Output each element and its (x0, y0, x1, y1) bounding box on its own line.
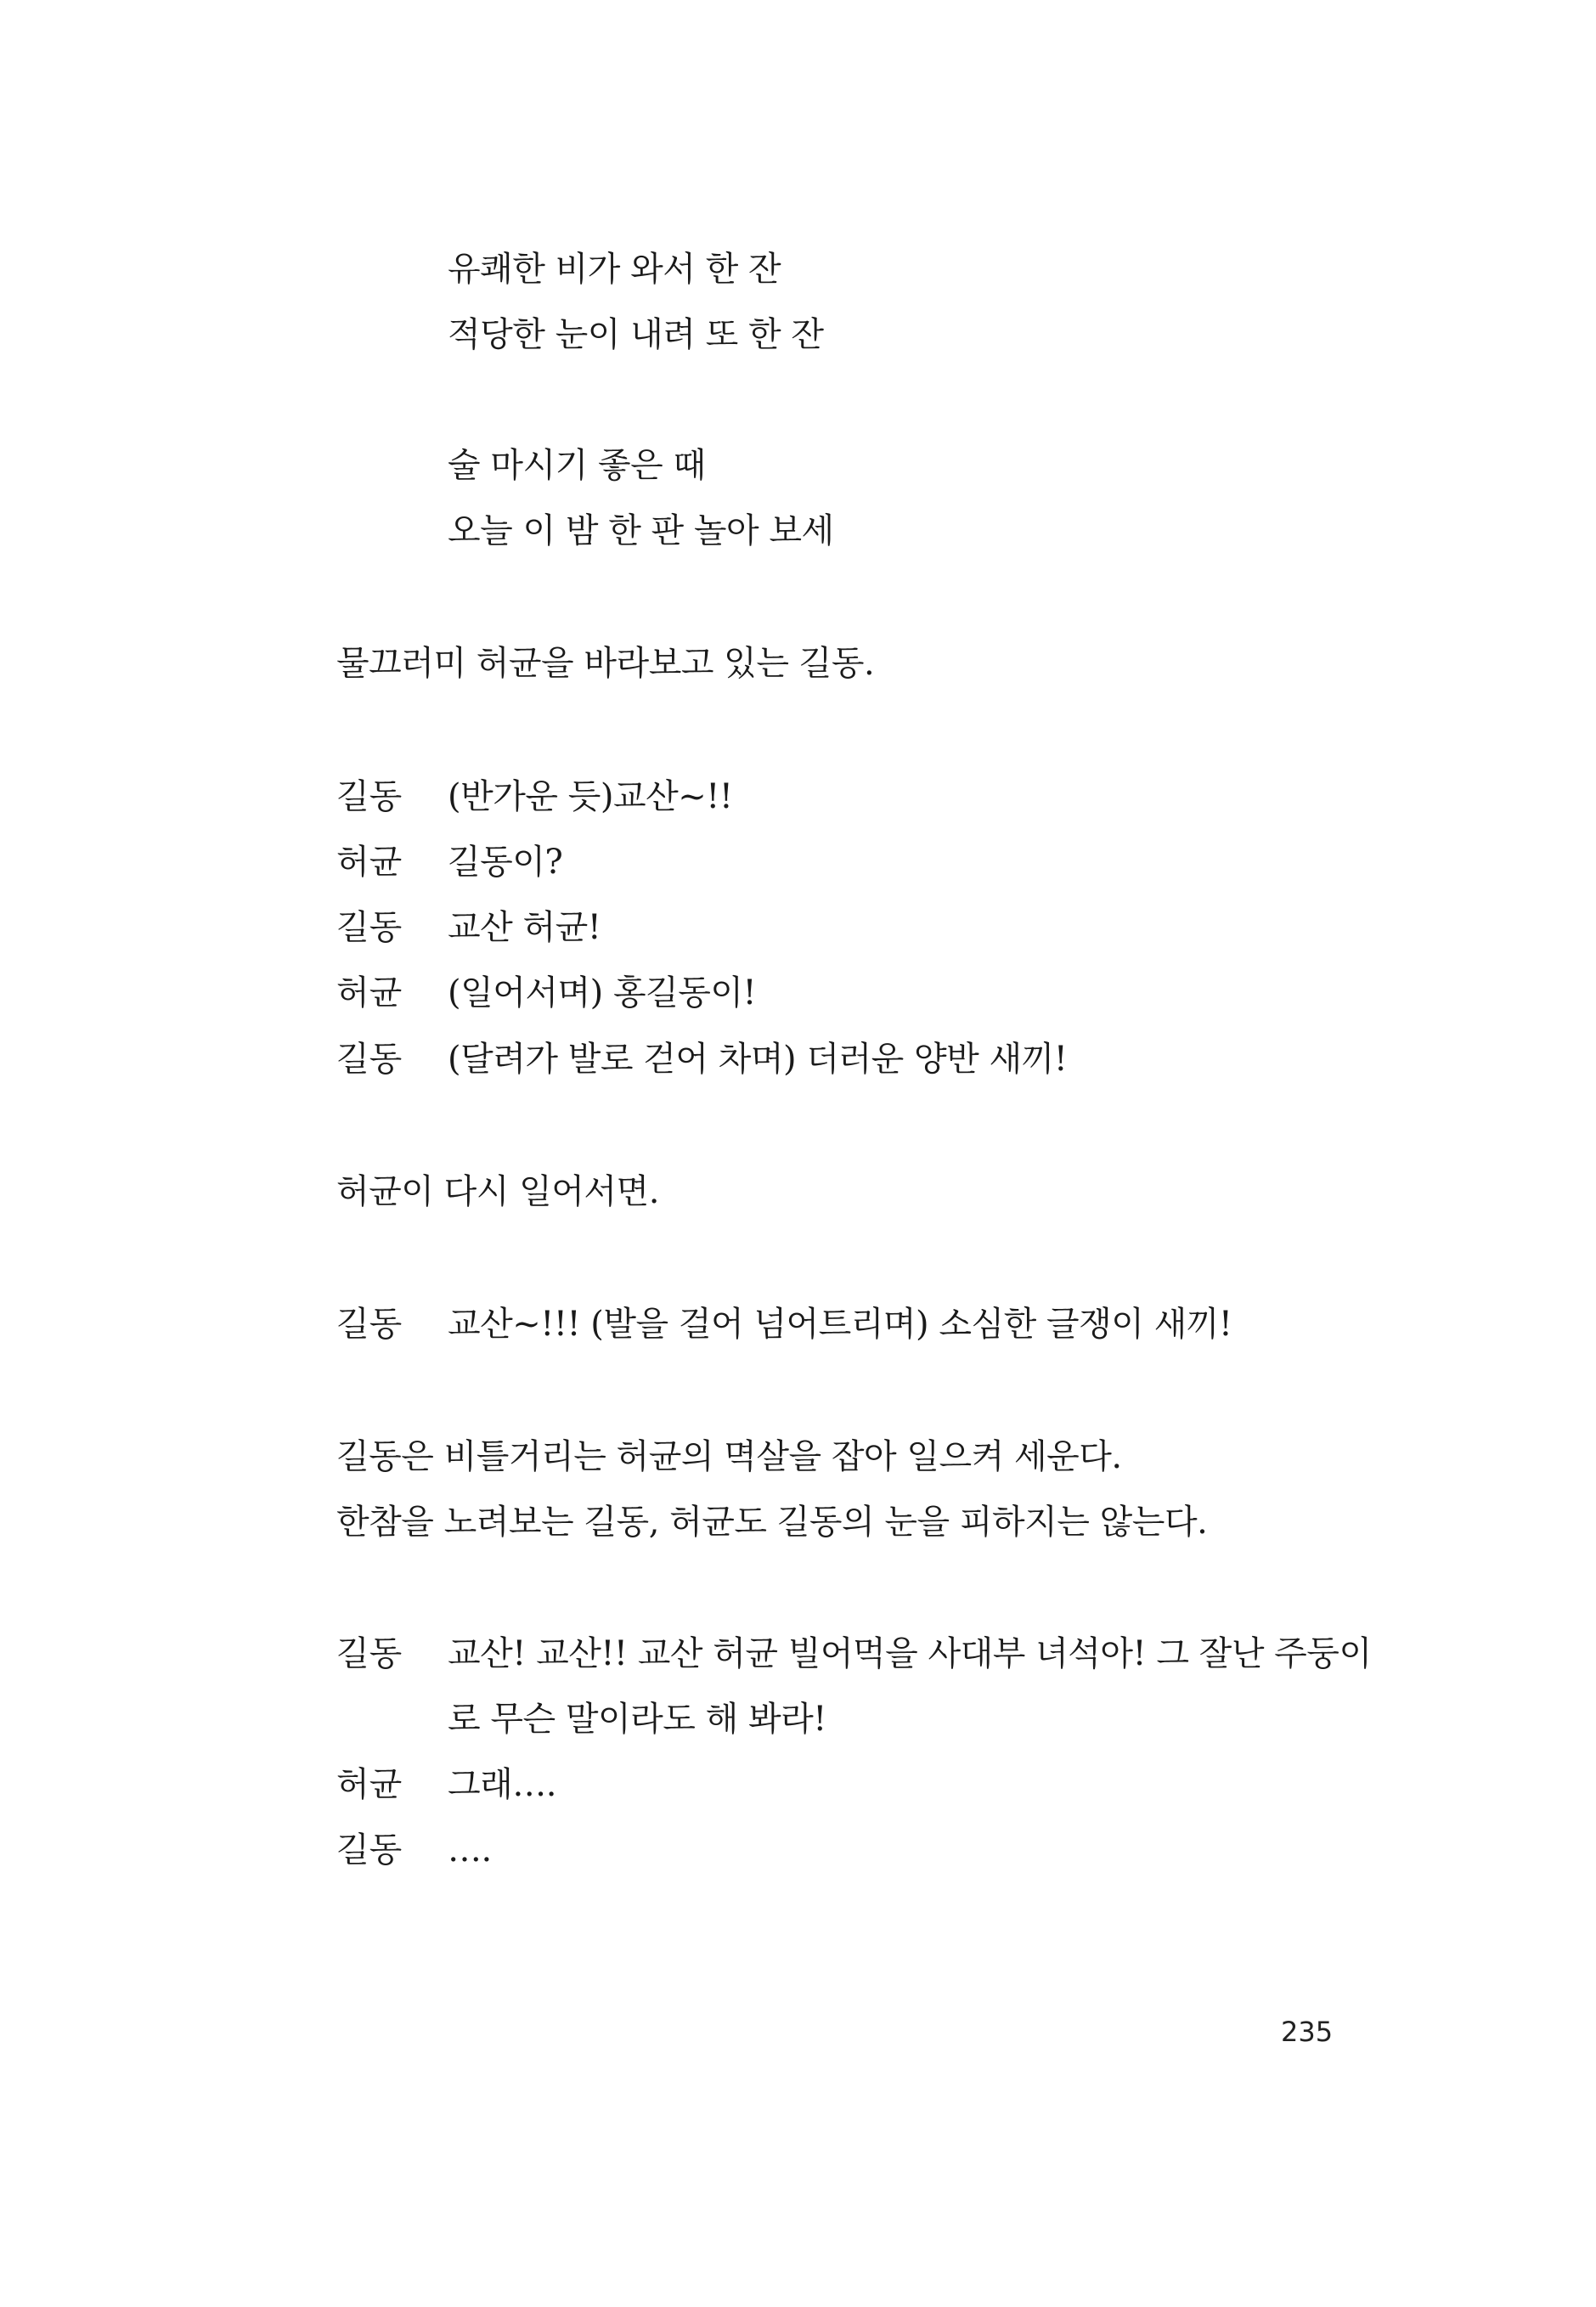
dialogue-text: 교산 허균! (448, 908, 601, 947)
dialogue-speaker: 허균 (336, 843, 403, 882)
verse-line: 오늘 이 밤 한 판 놀아 보세 (448, 511, 834, 550)
stage-direction: 허균이 다시 일어서면. (336, 1172, 659, 1211)
dialogue-speaker: 길동 (336, 1634, 403, 1673)
page-number: 235 (1281, 2016, 1334, 2048)
dialogue-text-continuation: 로 무슨 말이라도 해 봐라! (448, 1700, 826, 1739)
dialogue-speaker: 길동 (336, 1040, 403, 1079)
dialogue-text: 교산~!!! (발을 걸어 넘어트리며) 소심한 글쟁이 새끼! (448, 1305, 1232, 1344)
dialogue-text: (달려가 발로 걷어 차며) 더러운 양반 새끼! (448, 1040, 1068, 1079)
dialogue-speaker: 길동 (336, 777, 403, 816)
dialogue-text: 길동이? (448, 843, 563, 882)
verse-line: 유쾌한 비가 와서 한 잔 (448, 250, 781, 289)
stage-direction: 물끄러미 허균을 바라보고 있는 길동. (336, 644, 875, 683)
dialogue-text: 교산! 교산!! 교산 허균 빌어먹을 사대부 녀석아! 그 잘난 주둥이 (448, 1634, 1372, 1673)
dialogue-speaker: 허균 (336, 973, 403, 1012)
dialogue-speaker: 허균 (336, 1765, 403, 1804)
dialogue-speaker: 길동 (336, 1830, 403, 1870)
verse-line: 적당한 눈이 내려 또 한 잔 (448, 315, 824, 354)
dialogue-text: (일어서며) 홍길동이! (448, 973, 757, 1012)
dialogue-text: …. (448, 1830, 492, 1870)
dialogue-text: (반가운 듯)교산~!! (448, 777, 733, 816)
dialogue-speaker: 길동 (336, 1305, 403, 1344)
verse-line: 술 마시기 좋은 때 (448, 446, 706, 485)
stage-direction: 길동은 비틀거리는 허균의 멱살을 잡아 일으켜 세운다. (336, 1437, 1122, 1476)
dialogue-text: 그래…. (448, 1765, 556, 1804)
stage-direction: 한참을 노려보는 길동, 허균도 길동의 눈을 피하지는 않는다. (336, 1503, 1208, 1542)
dialogue-speaker: 길동 (336, 908, 403, 947)
